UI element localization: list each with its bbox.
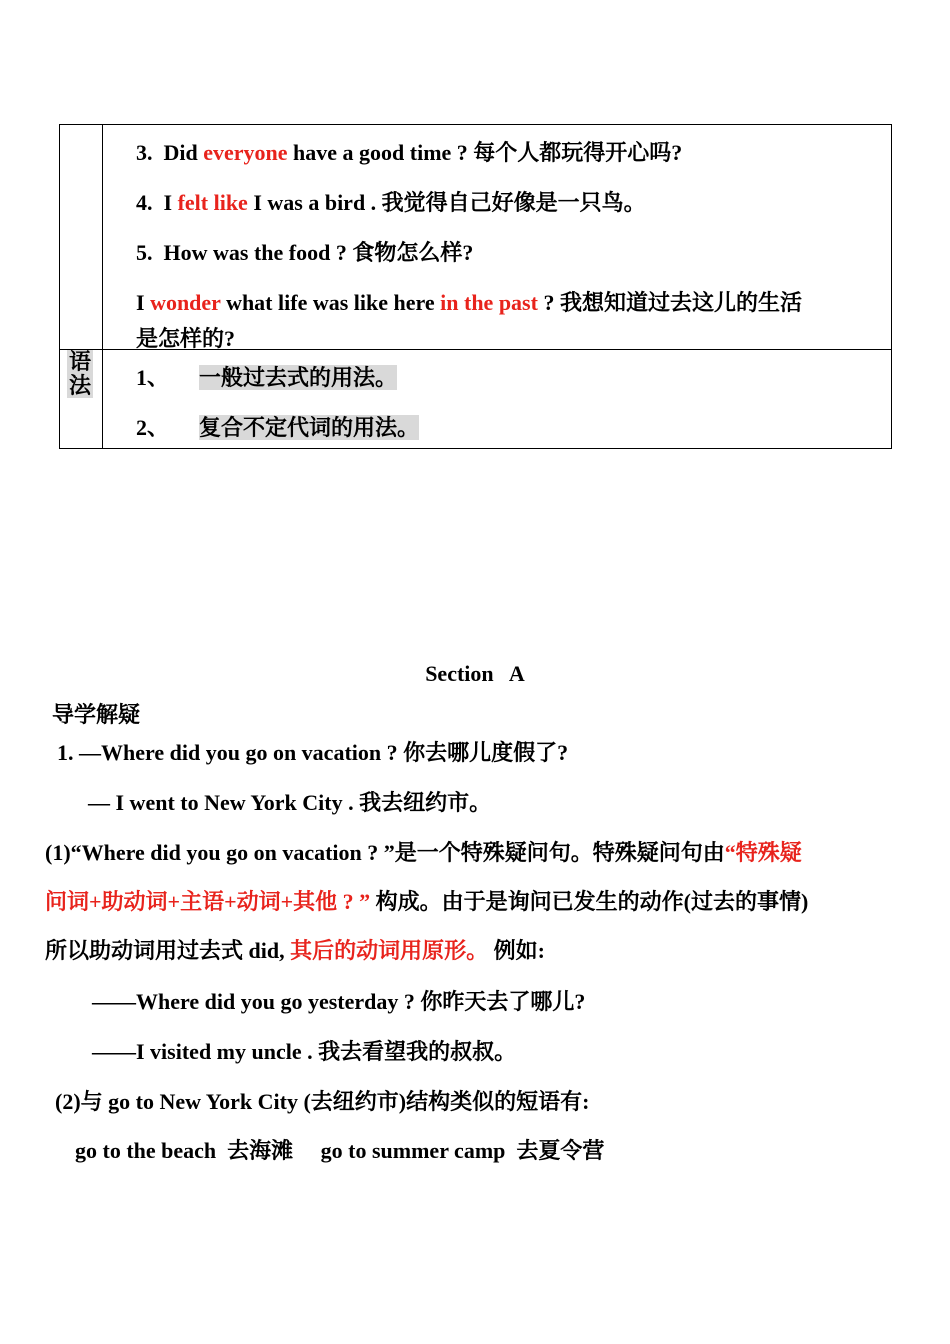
sentence-wonder-line2: 是怎样的? <box>136 326 236 351</box>
section-heading: 导学解疑 <box>52 702 141 727</box>
explanation-2: (2)与 go to New York City (去纽约市)结构类似的短语有: <box>55 1089 590 1114</box>
phrase-list: go to the beach 去海滩 go to summer camp 去夏令营 <box>75 1138 605 1163</box>
example-2: ——I visited my uncle . 我去看望我的叔叔。 <box>92 1039 517 1064</box>
grammar-item-2: 2、 复合不定代词的用法。 <box>136 415 420 440</box>
grammar-label: 语法 <box>68 349 91 398</box>
grammar-item-1: 1、 一般过去式的用法。 <box>136 365 398 390</box>
explanation-line-3: 所以助动词用过去式 did, 其后的动词用原形。 例如: <box>45 938 545 963</box>
explanation-line-2: 问词+助动词+主语+动词+其他 ? ” 构成。由于是询问已发生的动作(过去的事情) <box>45 889 809 914</box>
sentence-4: 4. I felt like I was a bird . 我觉得自己好像是一只鸟。 <box>136 190 646 215</box>
sentence-5: 5. How was the food ? 食物怎么样? <box>136 240 474 265</box>
question-1: 1. —Where did you go on vacation ? 你去哪儿度假了? <box>57 740 569 765</box>
table-column-divider <box>102 124 103 449</box>
explanation-line-1: (1)“Where did you go on vacation ? ”是一个特殊疑问句。特殊疑问句由“特殊疑 <box>45 840 802 865</box>
sentence-wonder: I wonder what life was like here in the past ? 我想知道过去这儿的生活 <box>136 290 802 315</box>
sentence-3: 3. Did everyone have a good time ? 每个人都玩得开心吗? <box>136 140 683 165</box>
answer-1: — I went to New York City . 我去纽约市。 <box>88 790 492 815</box>
example-1: ——Where did you go yesterday ? 你昨天去了哪儿? <box>92 989 586 1014</box>
section-title: Section A <box>425 661 525 686</box>
